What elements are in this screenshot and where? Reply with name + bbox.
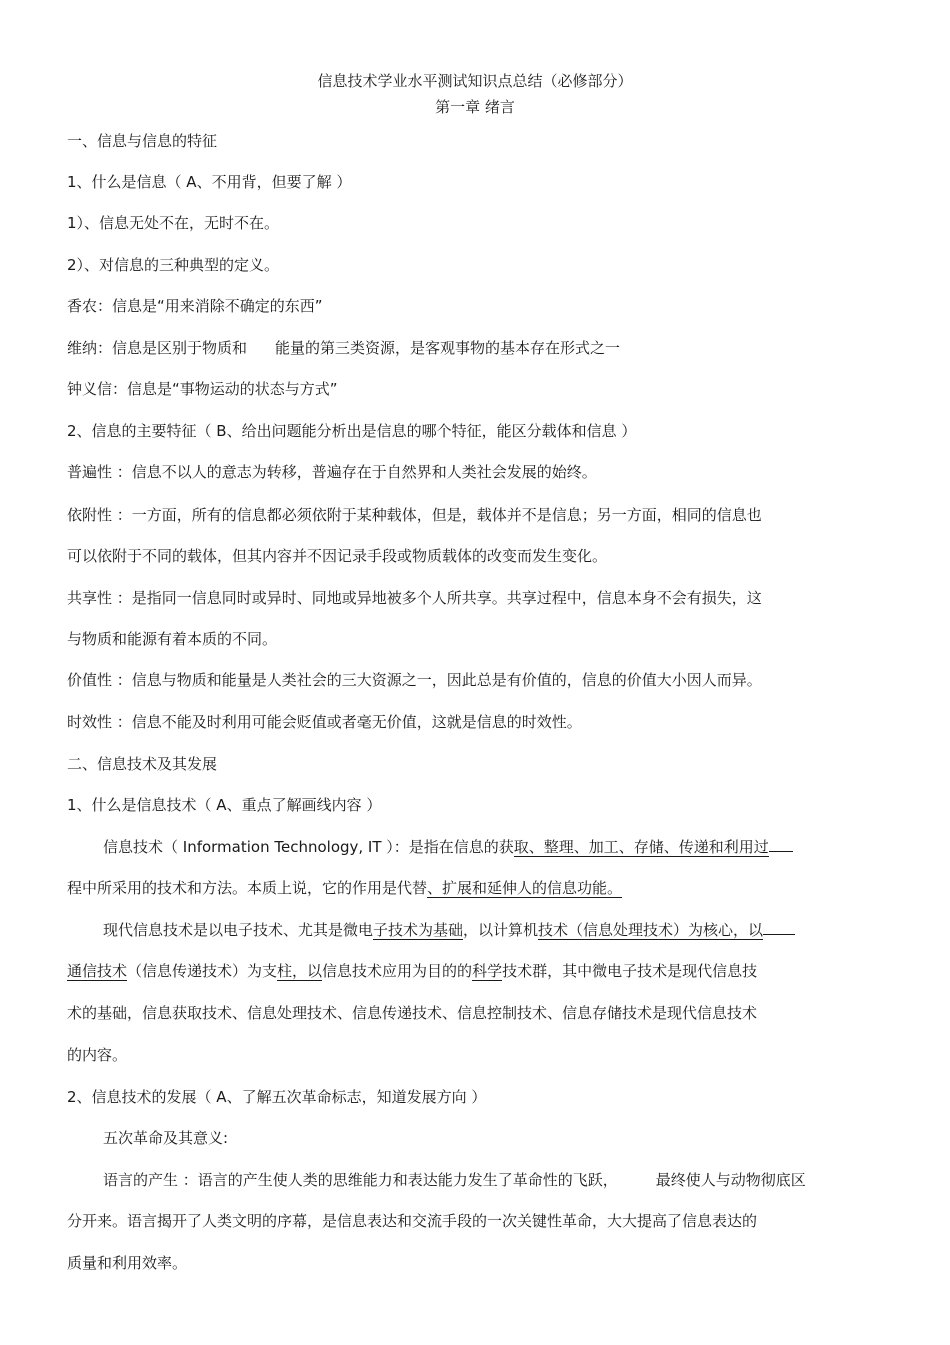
definition-shannon: 香农：信息是“用来消除不确定的东西” — [67, 297, 323, 315]
five-revolutions-heading: 五次革命及其意义: — [103, 1129, 229, 1147]
feature-timely: 时效性 ：信息不能及时利用可能会贬值或者毫无价值，这就是信息的时效性。 — [67, 713, 582, 731]
question-1-2: 2、信息的主要特征（ B、给出问题能分析出是信息的哪个特征，能区分载体和信息 ） — [67, 422, 637, 440]
underlined-text: 技术（信息处理技术）为核心，以 — [538, 921, 764, 939]
section-2-heading: 二、信息技术及其发展 — [67, 755, 218, 773]
language-line-1: 语言的产生 ：语言的产生使人类的思维能力和表达能力发生了革命性的飞跃， 最终使人与动物彻底区 — [103, 1171, 806, 1189]
underlined-text: 子技术为基础 — [373, 921, 464, 939]
underlined-text: 取、整理、加工、存储、传递和利用过 — [513, 838, 769, 856]
language-line-2: 分开来。语言揭开了人类文明的序幕，是信息表达和交流手段的一次关键性革命，大大提高了信息表达的 — [67, 1212, 758, 1230]
feature-universal: 普遍性 ：信息不以人的意志为转移，普遍存在于自然界和人类社会发展的始终。 — [67, 463, 597, 481]
modern-it-line-2: 通信技术（信息传递技术）为支柱，以信息技术应用为目的的科学技术群，其中微电子技术是现代信息技 — [67, 962, 758, 980]
feature-dependent-line-1: 依附性 ：一方面，所有的信息都必须依附于某种载体，但是，载体并不是信息；另一方面，相同的信息也 — [67, 506, 762, 524]
section-1-heading: 一、信息与信息的特征 — [67, 132, 218, 150]
modern-it-line-3: 术的基础，信息获取技术、信息处理技术、信息传递技术、信息控制技术、信息存储技术是现代信息技术 — [67, 1004, 758, 1022]
underlined-text: 科学 — [472, 962, 503, 980]
question-2-2: 2、信息技术的发展（ A、了解五次革命标志，知道发展方向 ） — [67, 1088, 487, 1106]
feature-value: 价值性 ：信息与物质和能量是人类社会的三大资源之一，因此总是有价值的，信息的价值大小因人而异。 — [67, 671, 762, 689]
point-1-1-a: 1）、信息无处不在，无时不在。 — [67, 214, 280, 232]
it-definition-line-1: 信息技术（ Information Technology, IT ）：是指在信息的获取、整理、加工、存储、传递和利用过 — [103, 837, 793, 857]
underlined-text: 、扩展和延伸人的信息功能。 — [427, 879, 623, 897]
feature-dependent-line-2: 可以依附于不同的载体，但其内容并不因记录手段或物质载体的改变而发生变化。 — [67, 547, 608, 565]
definition-zhong: 钟义信：信息是“事物运动的状态与方式” — [67, 380, 338, 398]
point-1-1-b: 2）、对信息的三种典型的定义。 — [67, 256, 280, 274]
modern-it-line-4: 的内容。 — [67, 1046, 128, 1064]
question-2-1: 1、什么是信息技术（ A、重点了解画线内容 ） — [67, 796, 382, 814]
feature-shared-line-2: 与物质和能源有着本质的不同。 — [67, 630, 278, 648]
underlined-text: 柱，以 — [277, 962, 323, 980]
it-definition-line-2: 程中所采用的技术和方法。本质上说，它的作用是代替、扩展和延伸人的信息功能。 — [67, 879, 623, 897]
chapter-heading: 第一章 绪言 — [435, 98, 515, 116]
feature-shared-line-1: 共享性 ：是指同一信息同时或异时、同地或异地被多个人所共享。共享过程中，信息本身不会有损失，这 — [67, 589, 762, 607]
underlined-text: 通信技术 — [67, 962, 128, 980]
question-1-1: 1、什么是信息（ A、不用背，但要了解 ） — [67, 173, 352, 191]
definition-wiener: 维纳：信息是区别于物质和 能量的第三类资源，是客观事物的基本存在形式之一 — [67, 339, 621, 357]
language-line-3: 质量和利用效率。 — [67, 1254, 188, 1272]
document-title: 信息技术学业水平测试知识点总结（必修部分） — [317, 72, 633, 90]
modern-it-line-1: 现代信息技术是以电子技术、尤其是微电子技术为基础，以计算机技术（信息处理技术）为核心，以 — [103, 920, 795, 940]
